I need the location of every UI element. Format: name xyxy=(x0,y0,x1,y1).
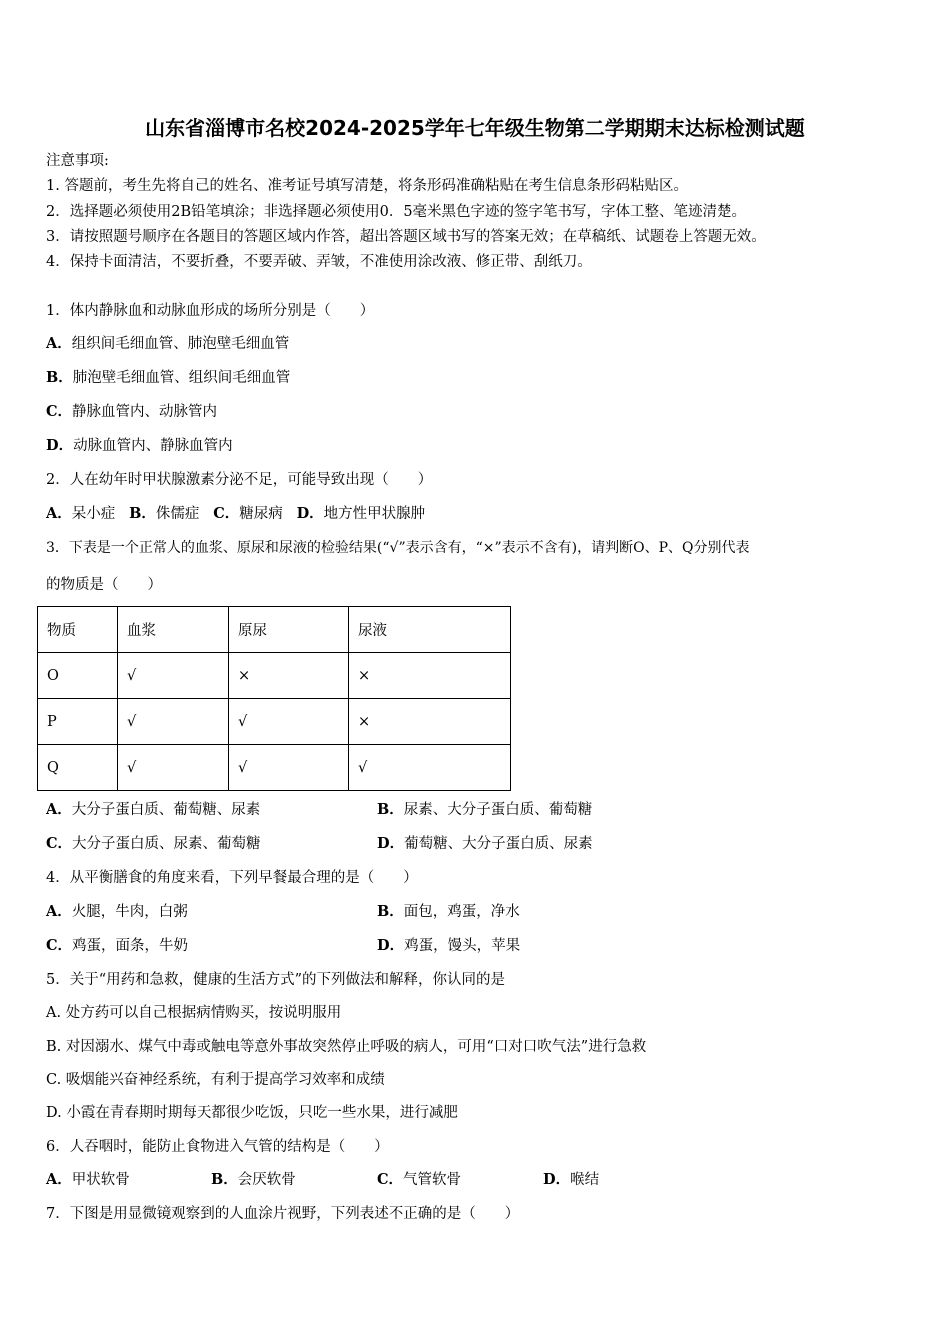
table-cell: × xyxy=(349,653,511,699)
table-cell: √ xyxy=(229,699,349,745)
table-header-cell: 原尿 xyxy=(229,607,349,653)
notice-item-2: 2．选择题必须使用2B铅笔填涂；非选择题必须使用0．5毫米黑色字迹的签字笔书写，字体工整、笔迹清楚。 xyxy=(46,204,747,220)
table-header-cell: 尿液 xyxy=(349,607,511,653)
table-cell: √ xyxy=(118,699,229,745)
table-header-cell: 物质 xyxy=(38,607,118,653)
q1-option-a: A．组织间毛细血管、肺泡壁毛细血管 xyxy=(46,335,290,352)
table-cell: × xyxy=(349,699,511,745)
q5-stem: 5．关于“用药和急救，健康的生活方式”的下列做法和解释，你认同的是 xyxy=(46,972,506,988)
q1-option-c: C．静脉血管内、动脉管内 xyxy=(46,403,218,420)
q4-option-a: A．火腿，牛肉，白粥 xyxy=(46,903,188,920)
q6-stem: 6．人吞咽时，能防止食物进入气管的结构是（ ） xyxy=(46,1139,389,1155)
table-row xyxy=(38,745,511,791)
q1-option-d: D．动脉血管内、静脉血管内 xyxy=(46,437,233,454)
q6-option-c: C．气管软骨 xyxy=(377,1171,462,1188)
q3-option-c: C．大分子蛋白质、尿素、葡萄糖 xyxy=(46,835,261,852)
q3-stem-line2: 的物质是（ ） xyxy=(46,577,162,593)
q6-option-a: A．甲状软骨 xyxy=(46,1171,130,1188)
q4-stem: 4．从平衡膳食的角度来看，下列早餐最合理的是（ ） xyxy=(46,870,418,886)
q5-option-d: D. 小霞在青春期时期每天都很少吃饭，只吃一些水果，进行减肥 xyxy=(46,1105,458,1121)
page-title: 山东省淄博市名校2024-2025学年七年级生物第二学期期末达标检测试题 xyxy=(145,116,805,140)
table-header-row xyxy=(38,607,511,653)
q3-option-a: A．大分子蛋白质、葡萄糖、尿素 xyxy=(46,801,261,818)
q5-option-a: A. 处方药可以自己根据病情购买，按说明服用 xyxy=(46,1005,342,1021)
notice-item-3: 3．请按照题号顺序在各题目的答题区域内作答，超出答题区域书写的答案无效；在草稿纸、试题卷上答题无效。 xyxy=(46,229,766,245)
table-cell: P xyxy=(38,699,118,745)
table-cell: √ xyxy=(349,745,511,791)
table-row xyxy=(38,699,511,745)
notice-item-4: 4．保持卡面清洁，不要折叠，不要弄破、弄皱，不准使用涂改液、修正带、刮纸刀。 xyxy=(46,254,592,270)
q5-option-c: C. 吸烟能兴奋神经系统，有利于提高学习效率和成绩 xyxy=(46,1072,385,1088)
q6-option-b: B．会厌软骨 xyxy=(211,1171,296,1188)
q3-table xyxy=(37,606,511,791)
q3-option-d: D．葡萄糖、大分子蛋白质、尿素 xyxy=(377,835,593,852)
table-cell: × xyxy=(229,653,349,699)
q7-stem: 7．下图是用显微镜观察到的人血涂片视野，下列表述不正确的是（ ） xyxy=(46,1206,520,1222)
q2-options: A．呆小症 B．侏儒症 C．糖尿病 D．地方性甲状腺肿 xyxy=(46,505,426,522)
q6-option-d: D．喉结 xyxy=(543,1171,600,1188)
q1-option-b: B．肺泡壁毛细血管、组织间毛细血管 xyxy=(46,369,291,386)
notice-item-1: 1. 答题前，考生先将自己的姓名、准考证号填写清楚，将条形码准确粘贴在考生信息条形码粘贴区。 xyxy=(46,178,688,194)
q1-stem: 1．体内静脉血和动脉血形成的场所分别是（ ） xyxy=(46,303,375,319)
q2-stem: 2．人在幼年时甲状腺激素分泌不足，可能导致出现（ ） xyxy=(46,472,433,488)
table-cell: Q xyxy=(38,745,118,791)
notice-heading: 注意事项: xyxy=(46,153,109,169)
table-cell: O xyxy=(38,653,118,699)
table-cell: √ xyxy=(229,745,349,791)
table-cell: √ xyxy=(118,745,229,791)
q3-option-b: B．尿素、大分子蛋白质、葡萄糖 xyxy=(377,801,593,818)
q4-option-d: D．鸡蛋，馒头，苹果 xyxy=(377,937,521,954)
q5-option-b: B. 对因溺水、煤气中毒或触电等意外事故突然停止呼吸的病人，可用“口对口吹气法”进行急救 xyxy=(46,1039,647,1055)
q4-option-b: B．面包，鸡蛋，净水 xyxy=(377,903,520,920)
table-cell: √ xyxy=(118,653,229,699)
table-header-cell: 血浆 xyxy=(118,607,229,653)
q4-option-c: C．鸡蛋，面条，牛奶 xyxy=(46,937,189,954)
table-row xyxy=(38,653,511,699)
q3-stem-line1: 3．下表是一个正常人的血浆、原尿和尿液的检验结果(“√”表示含有，“×”表示不含有)，请判断O、P、Q分别代表 xyxy=(46,540,750,556)
